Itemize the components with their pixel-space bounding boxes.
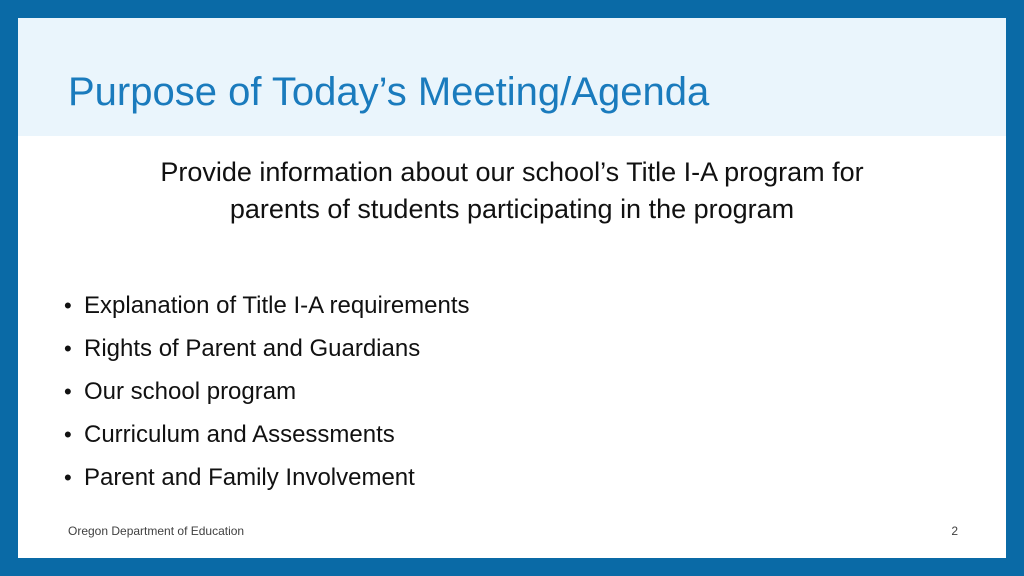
agenda-item	[64, 327, 470, 370]
subtitle-line-1: Provide information about our school’s Title I-A program for	[160, 157, 864, 187]
title-band	[18, 18, 1006, 136]
bullet-icon: •	[64, 336, 72, 361]
agenda-item	[64, 413, 470, 456]
agenda-item-label: Curriculum and Assessments	[84, 421, 395, 448]
bullet-icon: •	[64, 465, 72, 490]
agenda-item-label: Explanation of Title I-A requirements	[84, 292, 470, 319]
agenda-item-label: Our school program	[84, 378, 297, 405]
slide-subtitle	[58, 154, 966, 228]
bullet-icon: •	[64, 293, 72, 318]
slide-title: Purpose of Today’s Meeting/Agenda	[68, 70, 710, 114]
subtitle-line-2: parents of students participating in the program	[229, 194, 795, 224]
page-number: 2	[951, 524, 958, 538]
bullet-icon: •	[64, 422, 72, 447]
agenda-item-label: Rights of Parent and Guardians	[84, 335, 421, 362]
bullet-icon: •	[64, 379, 72, 404]
agenda-item	[64, 370, 470, 413]
agenda-item	[64, 456, 470, 499]
slide	[18, 18, 1006, 558]
agenda-item	[64, 284, 470, 327]
agenda-list	[64, 284, 470, 499]
agenda-item-label: Parent and Family Involvement	[84, 464, 415, 491]
footer-organization: Oregon Department of Education	[68, 524, 245, 538]
